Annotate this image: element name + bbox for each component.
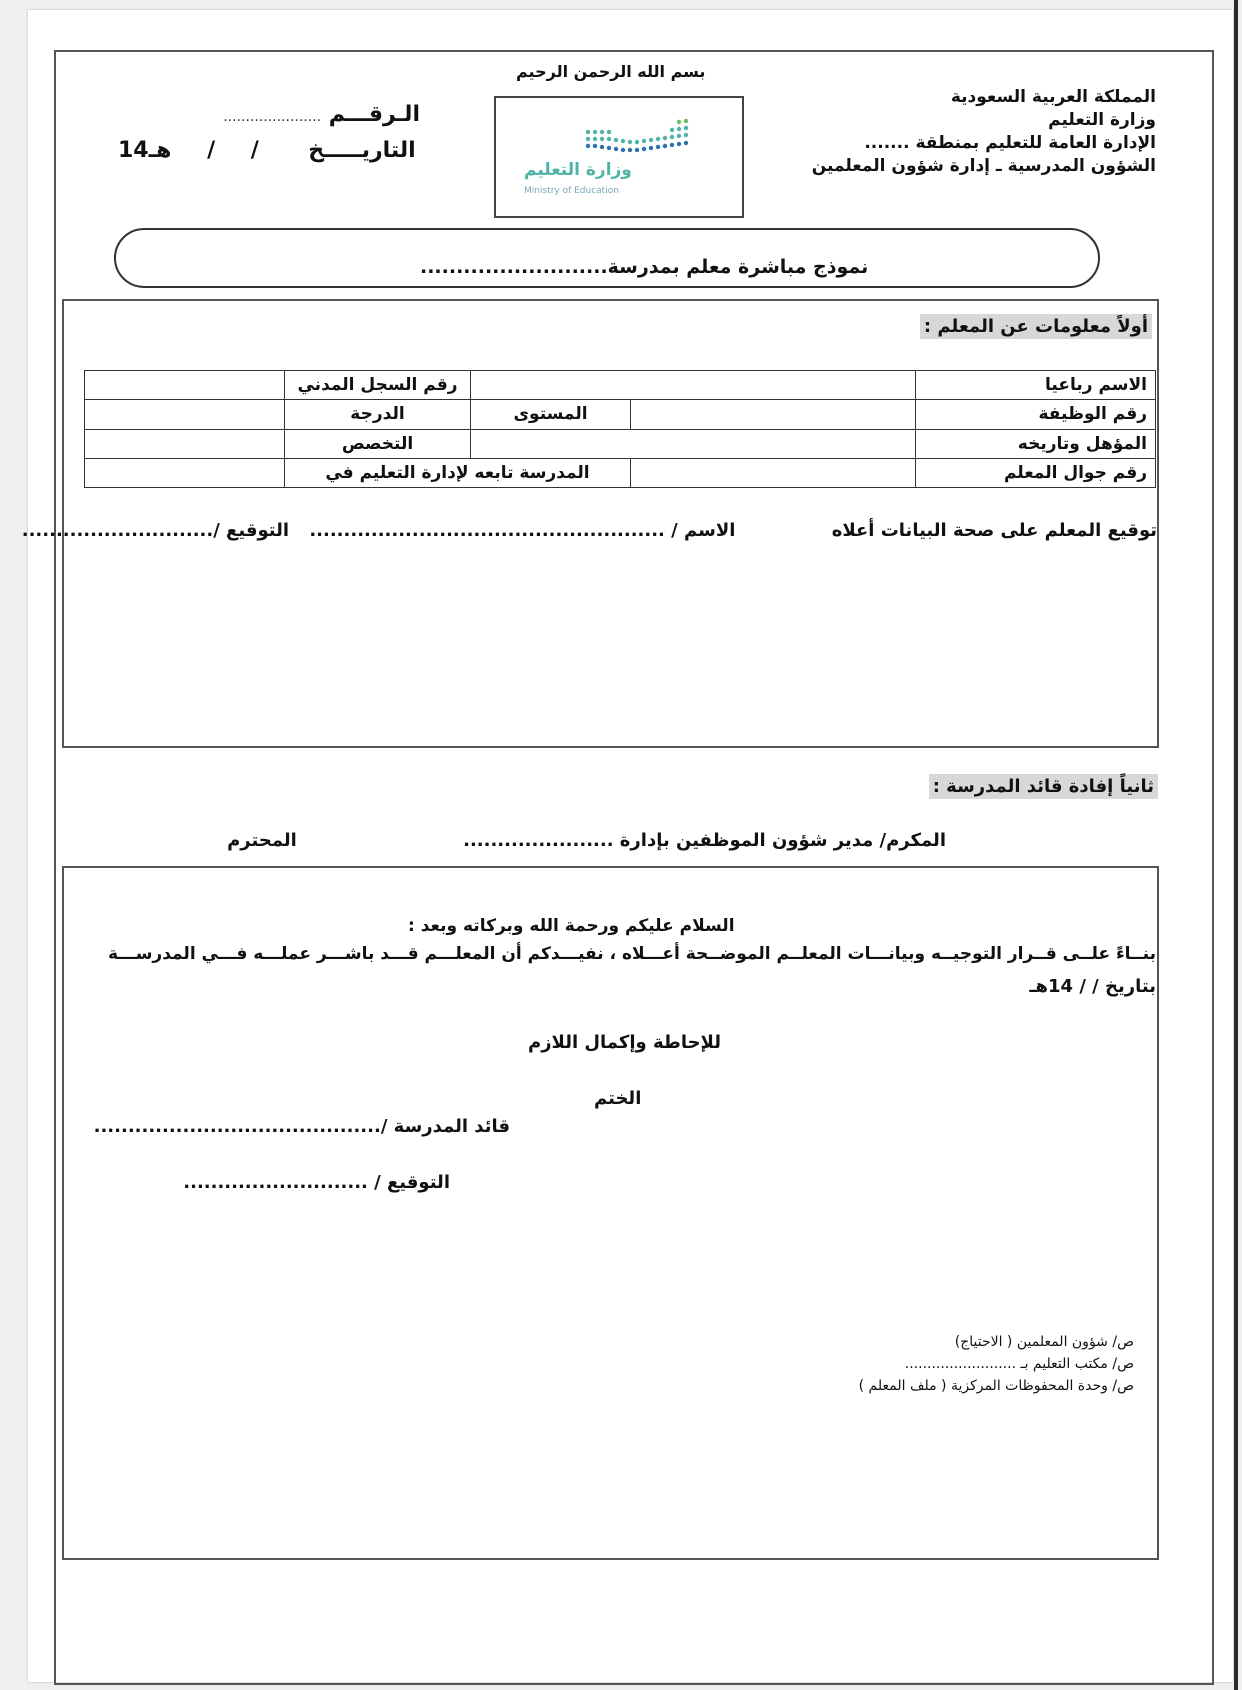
full-name-label: الاسم رباعيا <box>916 371 1156 400</box>
job-number-label: رقم الوظيفة <box>916 400 1156 429</box>
ministry-line-2: وزارة التعليم <box>1048 110 1156 130</box>
school-label: المدرسة تابعه لإدارة التعليم في <box>285 458 631 487</box>
specialization-value <box>85 429 285 458</box>
logo-text-ar: وزارة التعليم <box>524 160 632 180</box>
school-value <box>85 458 285 487</box>
ministry-header <box>812 86 1156 178</box>
number-row <box>170 102 420 127</box>
ministry-line-1: المملكة العربية السعودية <box>950 87 1156 107</box>
cc-line-1: ص/ شؤون المعلمين ( الاحتياج) <box>954 1334 1134 1350</box>
grade-value <box>85 400 285 429</box>
page-edge <box>1234 0 1238 1690</box>
sign-field: التوقيع /............................ <box>21 520 290 541</box>
addressee-line <box>227 830 946 851</box>
date-row <box>118 138 420 163</box>
number-value: ...................... <box>223 109 322 125</box>
section2-heading: ثانياً إفادة قائد المدرسة : <box>929 774 1158 799</box>
cc-line-2: ص/ مكتب التعليم بـ ......................... <box>904 1356 1134 1372</box>
ministry-line-3: الإدارة العامة للتعليم بمنطقة ....... <box>864 133 1156 153</box>
job-number-value <box>631 400 916 429</box>
date-value: 14هـ / / <box>118 138 259 163</box>
ministry-line-4: الشؤون المدرسية ـ إدارة شؤون المعلمين <box>811 156 1156 176</box>
school-leader-field: قائد المدرسة /.......................................... <box>93 1116 510 1137</box>
civil-record-label: رقم السجل المدني <box>285 371 471 400</box>
number-label: الـرقـــم <box>328 102 420 127</box>
stamp-label: الختم <box>594 1088 642 1109</box>
basmala: بسم الله الرحمن الرحيم <box>516 62 706 81</box>
greeting: السلام عليكم ورحمة الله وبركاته وبعد : <box>408 916 735 936</box>
level-label: المستوى <box>471 400 631 429</box>
mobile-value <box>631 458 916 487</box>
cc-line-3: ص/ وحدة المحفوظات المركزية ( ملف المعلم ) <box>858 1378 1134 1394</box>
mobile-label: رقم جوال المعلم <box>916 458 1156 487</box>
table-row <box>85 429 1156 458</box>
specialization-label: التخصص <box>285 429 471 458</box>
grade-label: الدرجة <box>285 400 471 429</box>
ministry-logo <box>494 96 744 218</box>
form-title: نموذج مباشرة معلم بمدرسة.......................... <box>420 256 869 278</box>
date-label: التاريـــــخ <box>308 138 416 163</box>
honorific: المحترم <box>227 830 297 851</box>
qualification-label: المؤهل وتاريخه <box>916 429 1156 458</box>
civil-record-value <box>85 371 285 400</box>
body-line-1: بنــاءً علــى قــرار التوجيــه وبيانـــات المعلــم الموضــحة أعـــلاه ، نفيـــدكم أن المعلـــم قـــد باشـــر عملـــه فـــي المدرســـة <box>107 944 1156 964</box>
full-name-value <box>471 371 916 400</box>
teacher-info-table <box>84 370 1156 488</box>
section1-heading: أولاً معلومات عن المعلم : <box>920 314 1152 339</box>
table-row <box>85 458 1156 487</box>
teacher-signature-line <box>21 520 1157 541</box>
name-field: الاسم / .................................................... <box>309 520 736 541</box>
acknowledgement: للإحاطة وإكمال اللازم <box>528 1032 721 1053</box>
table-row <box>85 371 1156 400</box>
logo-text-en: Ministry of Education <box>524 186 619 196</box>
qualification-value <box>471 429 916 458</box>
signature-statement: توقيع المعلم على صحة البيانات أعلاه <box>831 520 1157 541</box>
addressee: المكرم/ مدير شؤون الموظفين بإدارة ...................... <box>463 830 946 851</box>
logo-dots-icon <box>496 98 742 216</box>
body-line-2: بتاريخ / / 14هـ <box>1029 976 1156 997</box>
leader-signature-field: التوقيع / ........................... <box>183 1172 450 1193</box>
table-row <box>85 400 1156 429</box>
section2-box <box>62 866 1159 1560</box>
